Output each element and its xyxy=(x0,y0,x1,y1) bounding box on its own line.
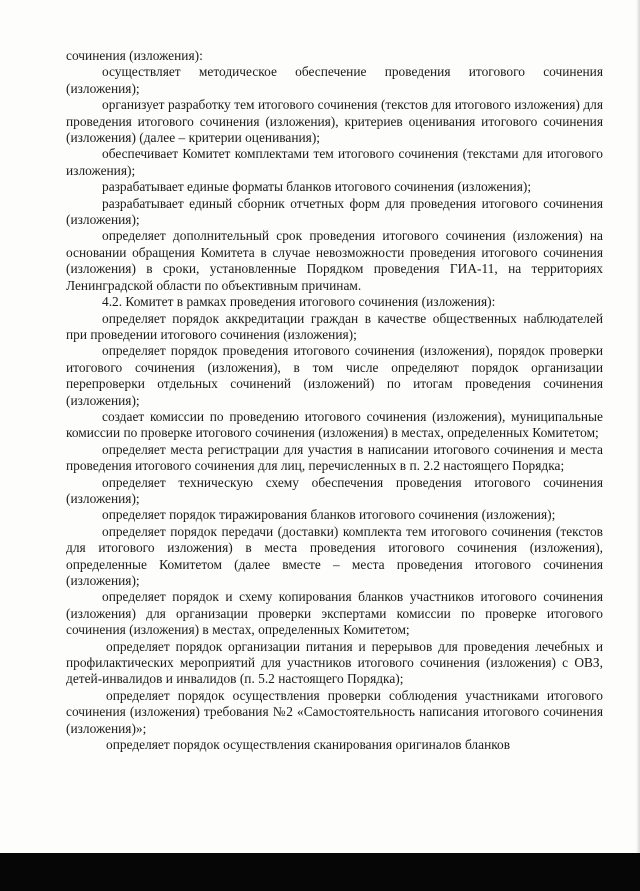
paragraph: осуществляет методическое обеспечение проведения итогового сочинения (изложения); xyxy=(66,64,603,96)
paragraph: создает комиссии по проведению итогового сочинения (изложения), муниципальные комиссии по проверке итогового сочинения (изложения) в местах, определенных Комитетом; xyxy=(66,408,603,441)
paragraph: определяет порядок осуществления сканирования оригиналов бланков xyxy=(106,737,511,753)
paragraph: определяет порядок проведения итогового сочинения (изложения), порядок проверки итогового сочинения (изложения), в том числе определяют порядок организации перепроверки отдельных сочинений (изложений) по итогам проведения сочинения (изложения); xyxy=(66,343,603,408)
document-body xyxy=(66,48,603,753)
section-heading: 4.2. Комитет в рамках проведения итогового сочинения (изложения): xyxy=(102,294,496,310)
paragraph-continuation: сочинения (изложения): xyxy=(66,48,203,63)
scan-edge-shadow xyxy=(636,0,640,853)
scan-bottom-bar xyxy=(0,853,640,891)
paragraph: определяет техническую схему обеспечения проведения итогового сочинения (изложения); xyxy=(66,474,603,506)
paragraph: разрабатывает единый сборник отчетных форм для проведения итогового сочинения (изложения); xyxy=(66,195,603,228)
paragraph: определяет порядок тиражирования бланков итогового сочинения (изложения); xyxy=(102,507,556,523)
paragraph: определяет порядок осуществления проверки соблюдения участниками итогового сочинения (изложения) требования №2 «Самостоятельность написания итогового сочинения (изложения)»; xyxy=(66,687,603,736)
paragraph: определяет порядок передачи (доставки) комплекта тем итогового сочинения (текстов для итогового изложения) в места проведения итогового сочинения (изложения), определенные Комитетом (далее вместе – места проведения итогового сочинения (изложения); xyxy=(66,523,603,588)
paragraph: определяет места регистрации для участия в написании итогового сочинения и места проведения итогового сочинения для лиц, перечисленных в п. 2.2 настоящего Порядка; xyxy=(66,441,603,474)
paragraph: определяет порядок организации питания и перерывов для проведения лечебных и профилактических мероприятий для участников итогового сочинения (изложения) с ОВЗ, детей-инвалидов и инвалидов (п. 5.2 настоящего Порядка); xyxy=(66,638,603,687)
paragraph: определяет порядок и схему копирования бланков участников итогового сочинения (изложения) для организации проверки экспертами комиссии по проверке итогового сочинения (изложения) в местах, определенных Комитетом; xyxy=(66,589,603,638)
paragraph: разрабатывает единые форматы бланков итогового сочинения (изложения); xyxy=(102,179,532,195)
paragraph: определяет дополнительный срок проведения итогового сочинения (изложения) на основании обращения Комитета в случае невозможности проведения итогового сочинения (изложения) в сроки, установленные Порядком проведения ГИА-11, на территориях Ленинградской области по объективным причинам. xyxy=(66,228,603,293)
paragraph: определяет порядок аккредитации граждан в качестве общественных наблюдателей при проведении итогового сочинения (изложения); xyxy=(66,310,603,342)
paragraph: организует разработку тем итогового сочинения (текстов для итогового изложения) для проведения итогового сочинения (изложения), критериев оценивания итогового сочинения (изложения) (далее – критерии оценивания); xyxy=(66,97,603,146)
paragraph: обеспечивает Комитет комплектами тем итогового сочинения (текстами для итогового изложения); xyxy=(66,146,603,178)
